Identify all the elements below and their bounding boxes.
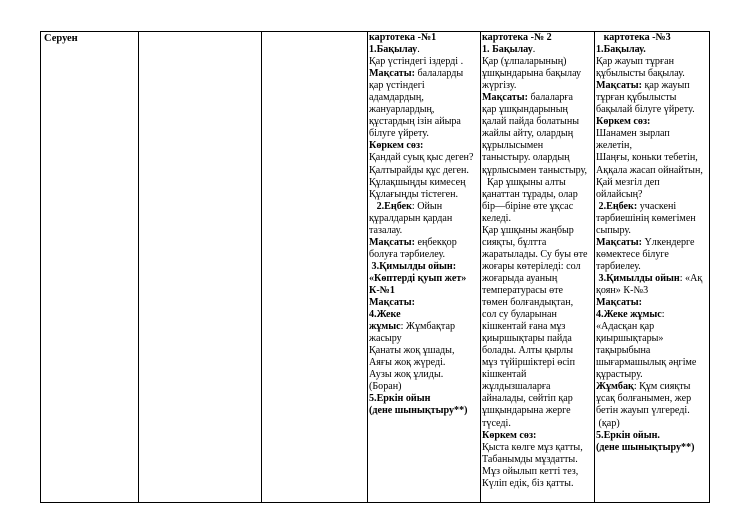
text: : Жұмбақтар <box>400 321 455 333</box>
text-line <box>596 56 710 68</box>
text-line <box>369 237 480 249</box>
text: құрылысымен <box>482 140 544 152</box>
text-line <box>369 92 480 104</box>
text-line <box>482 44 594 56</box>
text-line <box>369 249 480 261</box>
text-line <box>369 140 480 152</box>
bold-text: картотека -№3 <box>596 32 671 43</box>
text-line <box>482 381 594 393</box>
text: Аузы жоқ ұлиды. <box>369 369 444 381</box>
bold-text: (дене шынықтыру**) <box>596 441 695 453</box>
text: . <box>417 44 420 56</box>
text-line <box>596 213 710 225</box>
text-line <box>482 454 594 466</box>
text: учаскені <box>637 200 677 212</box>
text: кішкентай ғана мұз <box>482 321 566 333</box>
text-line <box>596 225 710 237</box>
text-line <box>482 309 594 321</box>
text: Күліп едік, біз қатты. <box>482 477 574 489</box>
text-line <box>482 237 594 249</box>
text-line <box>482 478 594 490</box>
text: тақырыбына <box>596 345 651 357</box>
text: айналады, сөйтіп қар <box>482 393 573 405</box>
text: қар үстіндегі <box>369 80 425 92</box>
text: жоғары көтеріледі: сол <box>482 260 581 272</box>
schedule-table <box>40 31 710 503</box>
text-line <box>596 309 710 321</box>
text-line <box>369 116 480 128</box>
bold-text: К-№1 <box>369 284 395 296</box>
text-line <box>482 92 594 104</box>
text: «Адасқан қар <box>596 321 655 333</box>
text: бір—біріне өте ұқсас <box>482 200 574 212</box>
text: сол су буларынан <box>482 309 557 321</box>
text: сыпыру. <box>596 224 631 236</box>
text: Қыста көлге мұз қатты, <box>482 441 583 453</box>
text-line <box>482 297 594 309</box>
text: Қандай суық қыс деген? <box>369 152 474 164</box>
text-line <box>596 418 710 430</box>
text-line <box>482 104 594 116</box>
text: келеді. <box>482 212 511 224</box>
text: . <box>532 44 536 56</box>
text: көмектесе білуге <box>596 248 669 260</box>
text: қиыршықтары» <box>596 333 664 345</box>
text-line <box>369 68 480 80</box>
bold-text: (дене шынықтыру**) <box>369 405 468 417</box>
text-line <box>596 393 710 405</box>
text: түседі. <box>482 417 511 429</box>
text: Қанаты жоқ ұшады, <box>369 345 455 357</box>
text: қанаттан тұрады, олар <box>482 188 578 200</box>
bold-text: картотека -№ 2 <box>482 32 552 43</box>
text: құрастыру. <box>596 369 643 381</box>
text-line <box>596 369 710 381</box>
text-line <box>369 345 480 357</box>
text: (Боран) <box>369 381 402 393</box>
text-line <box>482 369 594 381</box>
text: қоян» К-№3 <box>596 284 649 296</box>
text: Қай мезгіл деп <box>596 176 660 188</box>
text-line <box>369 213 480 225</box>
text-line <box>482 261 594 273</box>
text: ұшқындарына бақылау <box>482 68 582 80</box>
text-line <box>369 333 480 345</box>
text: (қар) <box>596 417 620 429</box>
text: жоғарыда ауаның <box>482 272 558 284</box>
bold-text: Мақсаты: <box>369 68 415 80</box>
text-line <box>369 381 480 393</box>
text-line <box>482 80 594 92</box>
bold-text: 2.Еңбек <box>369 200 412 212</box>
text-line <box>369 225 480 237</box>
text: қалай пайда болатыны <box>482 116 580 128</box>
column-divider <box>480 32 481 503</box>
text-line <box>482 152 594 164</box>
bold-text: Көркем сөз: <box>369 140 424 152</box>
bold-text: Мақсаты: <box>596 236 642 248</box>
text-line <box>482 128 594 140</box>
bold-text: 1. Бақылау <box>482 44 533 56</box>
text-line <box>369 165 480 177</box>
text-line <box>596 345 710 357</box>
text: Қар ұшқыны алты <box>482 176 566 188</box>
text-line <box>482 201 594 213</box>
text: тәрбиешінің көмегімен <box>596 212 696 224</box>
text-line <box>596 273 710 285</box>
walk-card-2 <box>482 32 594 490</box>
text-line <box>369 297 480 309</box>
text-line <box>482 357 594 369</box>
text: жаратылады. Су буы өте <box>482 248 588 260</box>
text: Құлақшыңды кимесең <box>369 176 466 188</box>
text: мұз түйіршіктері өсіп <box>482 357 576 369</box>
text-line <box>596 237 710 249</box>
text-line <box>369 369 480 381</box>
column-divider <box>367 32 368 503</box>
text: Аяғы жоқ жүреді. <box>369 357 446 369</box>
text-line <box>369 80 480 92</box>
text-line <box>482 466 594 478</box>
text: Табанымды мұздатты. <box>482 453 578 465</box>
text-line <box>369 321 480 333</box>
text: жайлы айту, олардың <box>482 128 574 140</box>
bold-text: «Көптерді қуып жет» <box>369 272 467 284</box>
text: Қалтырайды құс деген. <box>369 164 469 176</box>
text-line <box>482 345 594 357</box>
text-line <box>596 442 710 454</box>
text: Шанамен зырлап <box>596 128 670 140</box>
text: таныстыру. олардың <box>482 152 570 164</box>
text-line <box>482 213 594 225</box>
text-line <box>482 333 594 345</box>
text: температурасы өте <box>482 284 564 296</box>
text: құрлысымен таныстыру, <box>482 164 588 176</box>
text: жұлдызшаларға <box>482 381 551 393</box>
table-bottom-border <box>41 502 710 503</box>
bold-text: 5.Еркін ойын <box>369 393 431 405</box>
text-line <box>596 152 710 164</box>
text: Мұз ойылып кетті тез, <box>482 465 579 477</box>
text-line <box>369 128 480 140</box>
column-divider <box>261 32 262 503</box>
text-line <box>596 68 710 80</box>
bold-text: картотека -№1 <box>369 32 437 43</box>
text: Қар жауып тұрған <box>596 56 675 68</box>
text: жануарлардың, <box>369 104 435 116</box>
text-line <box>482 393 594 405</box>
bold-text: 1.Бақылау. <box>596 44 646 56</box>
text: қар ұшқындарының <box>482 104 568 116</box>
text-line <box>482 430 594 442</box>
text: Шаңғы, коньки тебетін, <box>596 152 698 164</box>
text-line <box>369 405 480 417</box>
text-line <box>482 68 594 80</box>
text: бақылай білуге үйрету. <box>596 104 695 116</box>
text-line <box>482 321 594 333</box>
bold-text: 1.Бақылау <box>369 44 418 56</box>
bold-text: Көркем сөз: <box>482 429 537 441</box>
text: құралдарын қардан <box>369 212 453 224</box>
text-line <box>596 189 710 201</box>
text-line <box>596 297 710 309</box>
text: шығармашылық әңгіме <box>596 357 697 369</box>
text-line <box>596 177 710 189</box>
text-line <box>369 273 480 285</box>
text-line <box>482 418 594 430</box>
bold-text: жұмыс <box>369 321 401 333</box>
text: еңбекқор <box>414 236 457 248</box>
text: тұрған құбылысты <box>596 92 677 104</box>
column-divider <box>138 32 139 503</box>
text: Қар үстіндегі іздерді . <box>369 56 464 68</box>
text: Құлағыңды тістеген. <box>369 188 459 200</box>
text: адамдардың, <box>369 92 424 104</box>
walk-card-1 <box>369 32 480 418</box>
text-line <box>596 32 710 44</box>
column-divider <box>594 32 595 503</box>
text-line <box>596 201 710 213</box>
text: құбылысты бақылау. <box>596 68 685 80</box>
text-line <box>596 333 710 345</box>
text-line <box>369 261 480 273</box>
text: : Ойын <box>411 200 443 212</box>
text-line <box>482 225 594 237</box>
text-line <box>596 116 710 128</box>
text-line <box>596 140 710 152</box>
text: жүргізу. <box>482 80 517 92</box>
text-line <box>596 165 710 177</box>
bold-text: Мақсаты: <box>369 297 415 309</box>
text-line <box>596 381 710 393</box>
text-line <box>596 285 710 297</box>
text: қиыршықтары пайда <box>482 333 572 345</box>
bold-text: 2.Еңбек: <box>596 200 638 212</box>
text-line <box>369 44 480 56</box>
text: ұшқындарына жерге <box>482 405 571 417</box>
bold-text: 3.Қимылды ойын: <box>369 260 457 272</box>
bold-text: Мақсаты: <box>596 297 642 309</box>
text-line <box>596 430 710 442</box>
text-line <box>369 152 480 164</box>
text-line <box>369 56 480 68</box>
text-line <box>369 309 480 321</box>
text-line <box>596 80 710 92</box>
text: құстардың ізін айыра <box>369 116 461 128</box>
bold-text: 4.Жеке жұмыс <box>596 309 662 321</box>
text: білуге үйрету. <box>369 128 429 140</box>
text-line <box>482 32 594 44</box>
text: тәрбиелеу. <box>596 260 641 272</box>
text-line <box>482 405 594 417</box>
text: болуға тәрбиелеу. <box>369 248 446 260</box>
bold-text: 3.Қимылды ойын <box>596 272 680 284</box>
text-line <box>482 285 594 297</box>
text-line <box>369 393 480 405</box>
bold-text: Мақсаты: <box>596 80 642 92</box>
text: желетін, <box>596 140 632 152</box>
bold-text: Мақсаты: <box>482 92 528 104</box>
text: бетін жауып үлгереді. <box>596 405 690 417</box>
text: жасыру <box>369 333 402 345</box>
text: : «Ақ <box>679 272 703 284</box>
text-line <box>482 442 594 454</box>
text: сияқты, бұлтта <box>482 236 547 248</box>
text-line <box>596 357 710 369</box>
text: қар жауып <box>641 80 690 92</box>
walk-card-3 <box>596 32 710 454</box>
text: балаларды <box>414 68 464 80</box>
row-label: Серуен <box>44 33 78 44</box>
text-line <box>369 357 480 369</box>
text-line <box>369 32 480 44</box>
text-line <box>482 165 594 177</box>
text-line <box>596 44 710 56</box>
text: : <box>661 309 665 321</box>
text: : Құм сияқты <box>633 381 691 393</box>
text-line <box>369 189 480 201</box>
text-line <box>596 104 710 116</box>
text-line <box>596 261 710 273</box>
text-line <box>596 321 710 333</box>
text-line <box>482 56 594 68</box>
text-line <box>596 405 710 417</box>
text-line <box>596 128 710 140</box>
text-line <box>482 249 594 261</box>
text: Қар (ұлпаларының) <box>482 56 567 68</box>
text: ұсақ болғанымен, жер <box>596 393 692 405</box>
text-line <box>596 92 710 104</box>
text: болады. Алты қырлы <box>482 345 573 357</box>
text: Үлкендерге <box>641 236 695 248</box>
text-line <box>369 177 480 189</box>
text: төмен болғандықтан, <box>482 297 574 309</box>
text: балаларға <box>527 92 574 104</box>
text-line <box>482 189 594 201</box>
text: Қар ұшқыны жаңбыр <box>482 224 574 236</box>
text-line <box>482 273 594 285</box>
bold-text: 5.Еркін ойын. <box>596 429 660 441</box>
text: тазалау. <box>369 224 403 236</box>
text-line <box>369 201 480 213</box>
bold-text: Көркем сөз: <box>596 116 651 128</box>
text-line <box>596 249 710 261</box>
text-line <box>369 104 480 116</box>
text: Аққала жасап ойнайтын, <box>596 164 703 176</box>
text-line <box>482 140 594 152</box>
bold-text: Жұмбақ <box>596 381 634 393</box>
text: кішкентай <box>482 369 527 381</box>
bold-text: 4.Жеке <box>369 309 401 321</box>
text-line <box>369 285 480 297</box>
text-line <box>482 177 594 189</box>
bold-text: Мақсаты: <box>369 236 415 248</box>
text: ойлайсың? <box>596 188 643 200</box>
text-line <box>482 116 594 128</box>
